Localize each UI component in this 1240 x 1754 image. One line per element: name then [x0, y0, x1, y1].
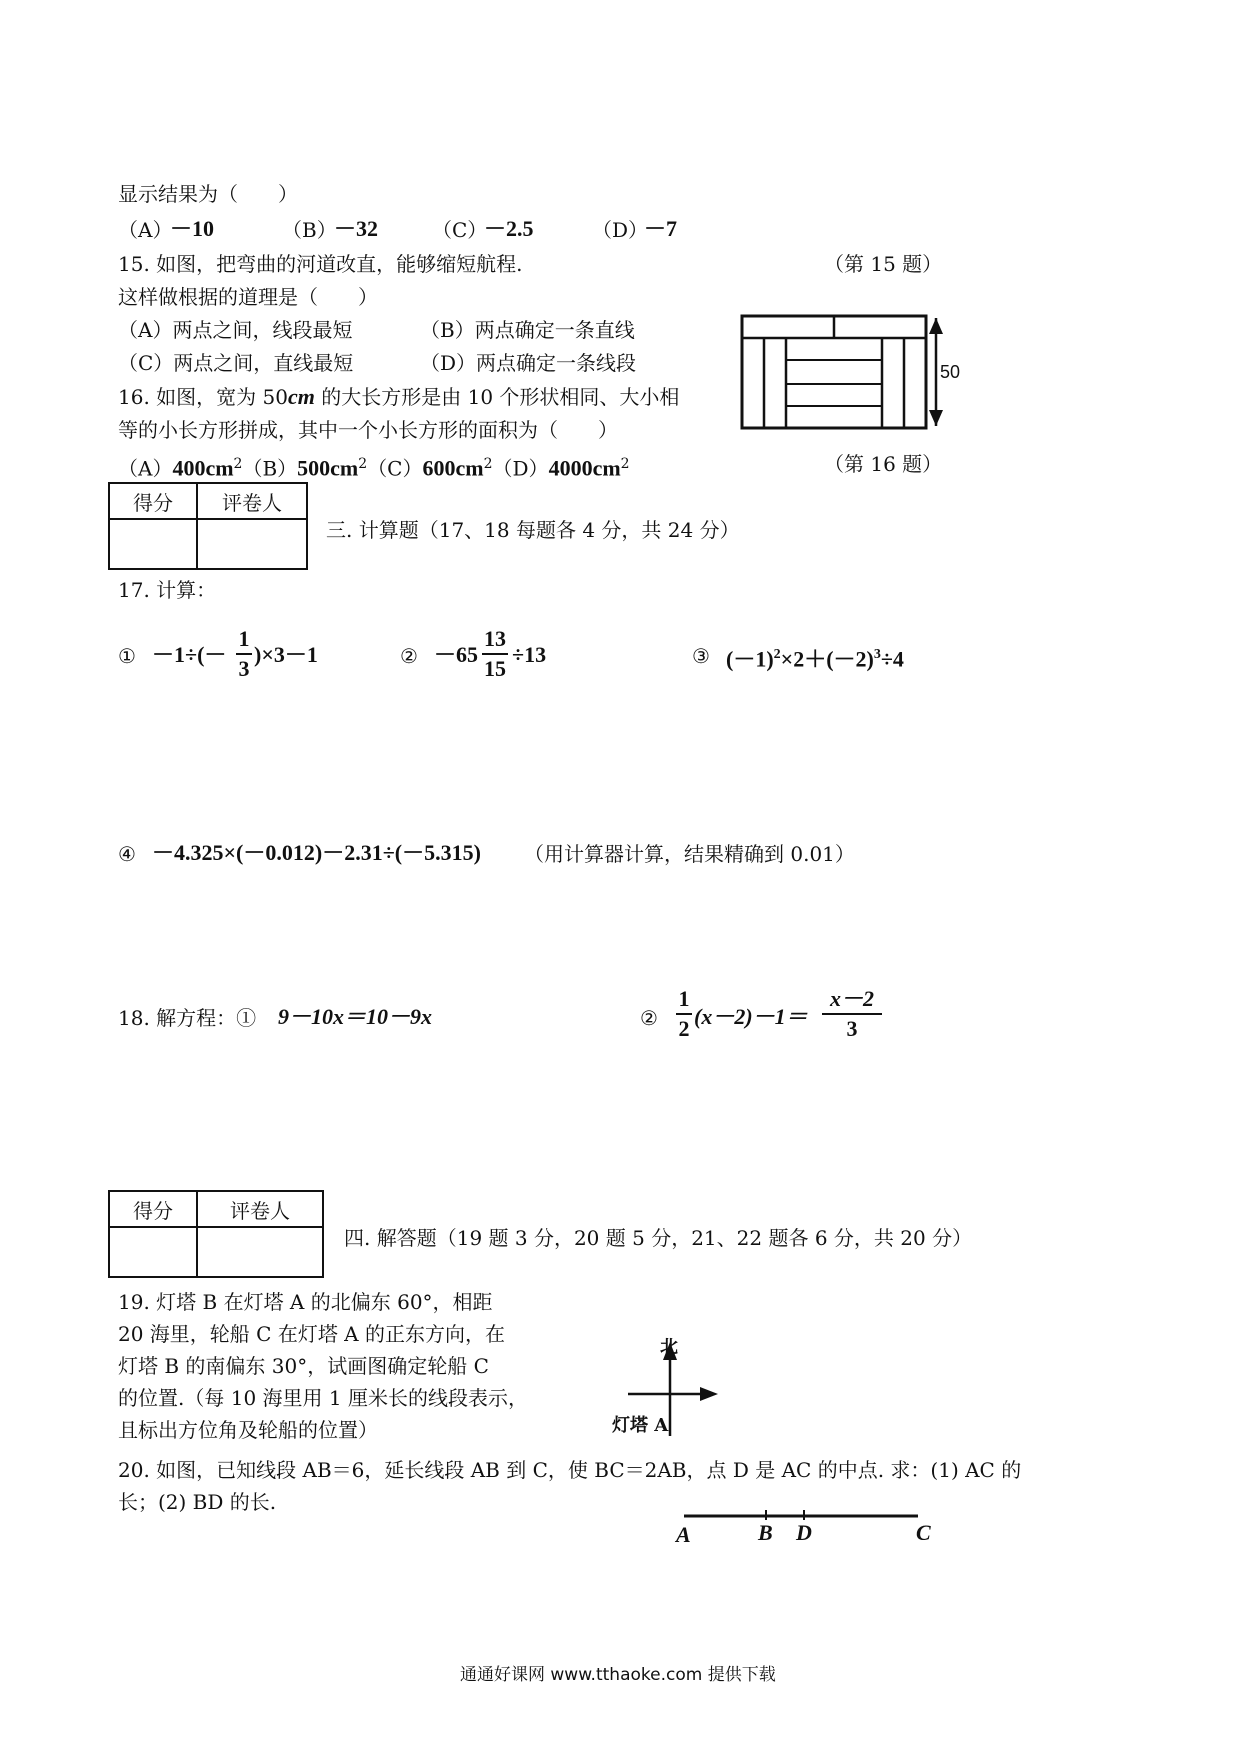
q14-option-b-value: －32	[334, 216, 379, 241]
q15-option-d: （D）两点确定一条线段	[420, 351, 637, 375]
q17-expr1-mark: ①	[118, 644, 136, 668]
q16-line1: 16. 如图，宽为 50cm 的大长方形是由 10 个形状相同、大小相	[118, 384, 680, 409]
q19-line1: 19. 灯塔 B 在灯塔 A 的北偏东 60°，相距	[118, 1290, 493, 1314]
q17-expr3: $(-1)^2\times 2+(-2)^3\div 4$	[726, 646, 904, 672]
q17-expr1-part-b: )×3－1	[254, 642, 318, 667]
q18-equation2-mark: ②	[640, 1006, 658, 1030]
q18-equation2-middle: (x－2)－1＝	[694, 1004, 808, 1029]
q15-line1: 15. 如图，把弯曲的河道改直，能够缩短航程.	[118, 252, 523, 276]
q17-expr4-note: （用计算器计算，结果精确到 0.01）	[524, 842, 855, 866]
q14-option-b-label: （B）	[282, 218, 337, 242]
q20-point-d: D	[796, 1520, 812, 1545]
q14-option-d-value: －7	[644, 216, 678, 241]
score-cell[interactable]	[109, 1227, 197, 1277]
q18-label: 18. 解方程：①	[118, 1006, 257, 1030]
q15-option-c: （C）两点之间，直线最短	[118, 351, 354, 375]
q19-line4: 的位置.（每 10 海里用 1 厘米长的线段表示，	[118, 1386, 528, 1410]
grader-header: 评卷人	[197, 1191, 323, 1227]
score-header: 得分	[109, 483, 197, 519]
q14-option-a-label: （A）	[118, 218, 173, 242]
q17-label: 17. 计算：	[118, 578, 217, 602]
q19-line5: 且标出方位角及轮船的位置）	[118, 1418, 378, 1442]
q18-equation2-fraction-left: 1 2	[676, 986, 692, 1042]
q15-line2: 这样做根据的道理是（ ）	[118, 285, 378, 309]
q15-caption: （第 15 题）	[824, 252, 943, 276]
q20-point-c: C	[916, 1520, 931, 1545]
q19-north-label: 北	[660, 1337, 678, 1358]
q17-expr1-fraction: 1 3	[236, 626, 252, 682]
q15-option-a: （A）两点之间，线段最短	[118, 318, 353, 342]
section3-title: 三. 计算题（17、18 每题各 4 分，共 24 分）	[326, 518, 740, 542]
q17-expr2-mark: ②	[400, 644, 418, 668]
q14-option-c-value: －2.5	[484, 216, 534, 241]
q17-expr2-part-b: ÷13	[512, 642, 547, 667]
q20-line2: 长；(2) BD 的长.	[118, 1490, 277, 1514]
q16-caption: （第 16 题）	[824, 452, 943, 476]
q15-option-b: （B）两点确定一条直线	[420, 318, 635, 342]
q17-expr4: －4.325×(－0.012)－2.31÷(－5.315)	[152, 840, 481, 865]
q17-expr4-mark: ④	[118, 842, 136, 866]
score-table-section4	[108, 1190, 324, 1278]
q19-tower-label: 灯塔 A	[612, 1415, 669, 1436]
q17-expr1-part-a: －1÷(－	[152, 642, 227, 667]
score-table-section3	[108, 482, 308, 570]
q20-point-a: A	[676, 1522, 691, 1547]
q17-expr2-part-a: －65	[434, 642, 479, 667]
grader-header: 评卷人	[197, 483, 307, 519]
q20-point-b: B	[758, 1520, 773, 1545]
q14-option-d-label: （D）	[592, 218, 649, 242]
q18-equation1: 9－10x＝10－9x	[278, 1004, 433, 1029]
q14-option-a-value: －10	[170, 216, 215, 241]
q18-equation2-fraction-right: x－2 3	[822, 986, 882, 1042]
q14-tail: 显示结果为（ ）	[118, 182, 298, 206]
score-cell[interactable]	[109, 519, 197, 569]
grader-cell[interactable]	[197, 519, 307, 569]
score-header: 得分	[109, 1191, 197, 1227]
page-footer: 通通好课网 www.tthaoke.com 提供下载	[460, 1665, 776, 1685]
q17-expr2-fraction: 13 15	[484, 626, 506, 681]
q14-option-c-label: （C）	[432, 218, 488, 242]
q19-line2: 20 海里，轮船 C 在灯塔 A 的正东方向，在	[118, 1322, 505, 1346]
q17-expr3-mark: ③	[692, 644, 710, 668]
q16-rectangle-figure	[740, 314, 980, 434]
grader-cell[interactable]	[197, 1227, 323, 1277]
q16-line2: 等的小长方形拼成，其中一个小长方形的面积为（ ）	[118, 418, 618, 442]
q19-line3: 灯塔 B 的南偏东 30°，试画图确定轮船 C	[118, 1354, 489, 1378]
section4-title: 四. 解答题（19 题 3 分，20 题 5 分，21、22 题各 6 分，共 20 分）	[344, 1226, 973, 1250]
q20-line1: 20. 如图，已知线段 AB＝6，延长线段 AB 到 C，使 BC＝2AB，点 D 是 AC 的中点. 求：(1) AC 的	[118, 1458, 1022, 1482]
q16-figure-label: 50	[940, 362, 961, 382]
q16-options: $(A)400cm^2(B)500cm^2(C)600cm^2(D)4000cm^2$	[118, 455, 630, 481]
